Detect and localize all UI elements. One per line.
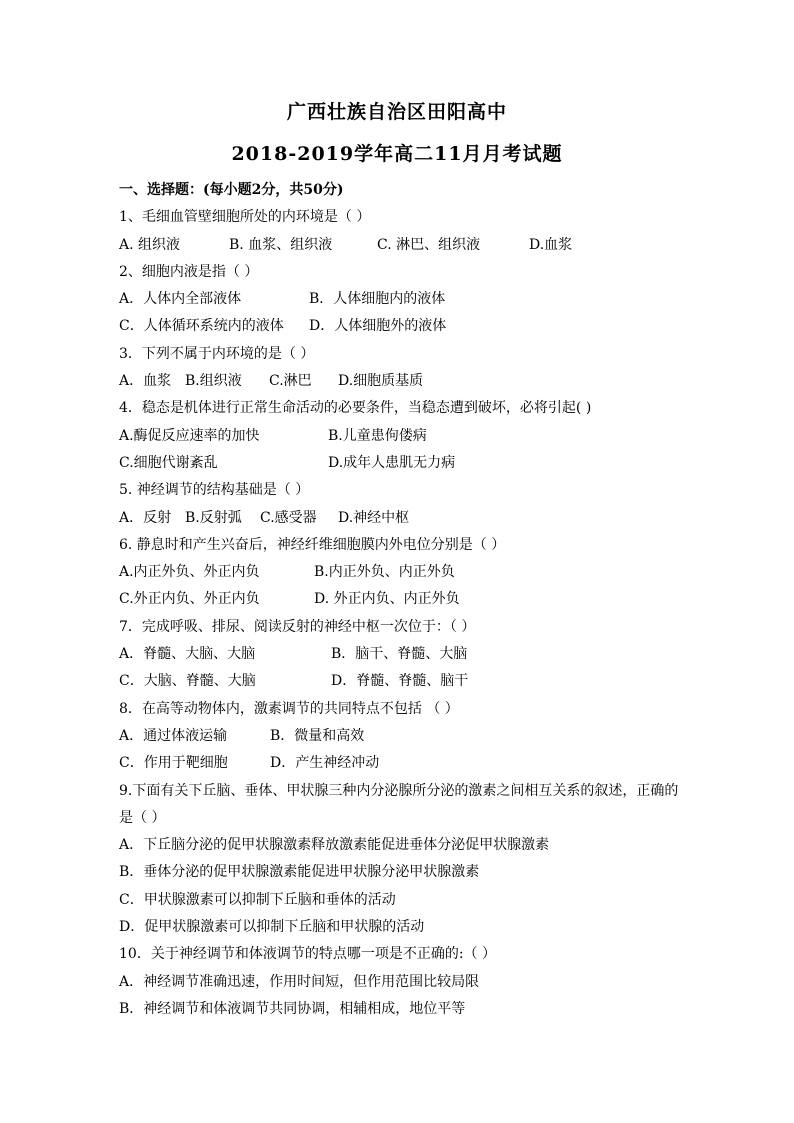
question-7-option-c: C．大脑、脊髓、大脑 [119, 673, 256, 690]
question-6-option-c: C.外正内负、外正内负 [119, 591, 260, 608]
question-8-option-c: C．作用于靶细胞 [119, 755, 228, 772]
question-3-option-c: C.淋巴 [269, 373, 312, 390]
section-heading: 一、选择题：(每小题2分，共50分) [119, 182, 344, 198]
question-5-option-d: D.神经中枢 [338, 509, 410, 526]
question-4-stem: 4．稳态是机体进行正常生命活动的必要条件，当稳态遭到破坏，必将引起( ) [119, 400, 592, 417]
question-9-stem: 9.下面有关下丘脑、垂体、甲状腺三种内分泌腺所分泌的激素之间相互关系的叙述，正确的 [119, 782, 679, 799]
question-4-options-row1 [119, 423, 684, 450]
question-7-option-d: D．脊髓、脊髓、脑干 [331, 673, 469, 690]
question-5-option-c: C.感受器 [260, 509, 317, 526]
question-list [119, 177, 684, 1023]
question-4-option-a: A.酶促反应速率的加快 [119, 427, 260, 444]
question-8-option-b: B．微量和高效 [270, 727, 365, 744]
question-1-stem: 1、毛细血管壁细胞所处的内环境是（ ） [119, 209, 371, 226]
exam-title: 2018-2019学年高二11月月考试题 [231, 143, 563, 165]
question-8-option-d: D．产生神经冲动 [270, 755, 380, 772]
question-1-option-a: A. 组织液 [119, 236, 181, 253]
question-2-options-row1 [119, 286, 684, 313]
question-5-option-a: A．反射 [119, 509, 172, 526]
question-5-option-b: B.反射弧 [185, 509, 242, 526]
question-8-option-a: A．通过体液运输 [119, 727, 228, 744]
question-3-options [119, 368, 684, 395]
question-6-option-d: D. 外正内负、内正外负 [314, 591, 460, 608]
school-title: 广西壮族自治区田阳高中 [286, 101, 507, 123]
question-4-options-row2 [119, 450, 684, 477]
question-4-option-d: D.成年人患肌无力病 [328, 454, 456, 471]
question-1-options [119, 232, 684, 259]
question-5-stem: 5. 神经调节的结构基础是（ ） [119, 482, 310, 499]
question-9-option-b: B．垂体分泌的促甲状腺激素能促进甲状腺分泌甲状腺激素 [119, 864, 480, 881]
question-9-option-d: D．促甲状腺激素可以抑制下丘脑和甲状腺的活动 [119, 919, 425, 936]
question-2-option-b: B．人体细胞内的液体 [309, 291, 446, 308]
question-1-option-d: D.血浆 [529, 236, 573, 253]
question-6-option-b: B.内正外负、内正外负 [314, 564, 455, 581]
question-3-option-a: A．血浆 [119, 373, 172, 390]
question-6-option-a: A.内正外负、外正内负 [119, 564, 260, 581]
question-8-options-row2 [119, 750, 684, 777]
question-2-option-c: C．人体循环系统内的液体 [119, 318, 284, 335]
question-3-stem: 3．下列不属于内环境的是（ ） [119, 345, 315, 362]
question-4-option-c: C.细胞代谢紊乱 [119, 454, 218, 471]
question-6-options-row1 [119, 559, 684, 586]
question-4-option-b: B.儿童患佝偻病 [328, 427, 427, 444]
question-3-option-d: D.细胞质基质 [338, 373, 424, 390]
question-2-option-a: A．人体内全部液体 [119, 291, 242, 308]
question-8-stem: 8．在高等动物体内，激素调节的共同特点不包括 （ ） [119, 700, 459, 717]
question-10-option-a: A．神经调节准确迅速，作用时间短，但作用范围比较局限 [119, 973, 480, 990]
question-2-options-row2 [119, 313, 684, 340]
question-7-stem: 7．完成呼吸、排尿、阅读反射的神经中枢一次位于：（ ） [119, 618, 476, 635]
question-1-option-c: C. 淋巴、组织液 [377, 236, 481, 253]
question-5-options [119, 505, 684, 532]
question-9-option-c: C．甲状腺激素可以抑制下丘脑和垂体的活动 [119, 891, 396, 908]
question-6-options-row2 [119, 586, 684, 613]
question-2-stem: 2、细胞内液是指（ ） [119, 263, 259, 280]
question-7-options-row1 [119, 641, 684, 668]
question-10-stem: 10．关于神经调节和体液调节的特点哪一项是不正确的:（ ） [119, 946, 496, 963]
question-7-options-row2 [119, 668, 684, 695]
question-6-stem: 6. 静息时和产生兴奋后，神经纤维细胞膜内外电位分别是（ ） [119, 536, 506, 553]
question-8-options-row1 [119, 723, 684, 750]
question-3-option-b: B.组织液 [185, 373, 242, 390]
question-2-option-d: D．人体细胞外的液体 [309, 318, 447, 335]
question-9-stem-continued: 是（ ） [119, 809, 166, 826]
question-9-option-a: A．下丘脑分泌的促甲状腺激素释放激素能促进垂体分泌促甲状腺激素 [119, 837, 550, 854]
question-7-option-b: B．脑干、脊髓、大脑 [331, 646, 468, 663]
question-10-option-b: B．神经调节和体液调节共同协调，相辅相成，地位平等 [119, 1000, 466, 1017]
question-7-option-a: A．脊髓、大脑、大脑 [119, 646, 256, 663]
question-1-option-b: B. 血浆、组织液 [229, 236, 333, 253]
